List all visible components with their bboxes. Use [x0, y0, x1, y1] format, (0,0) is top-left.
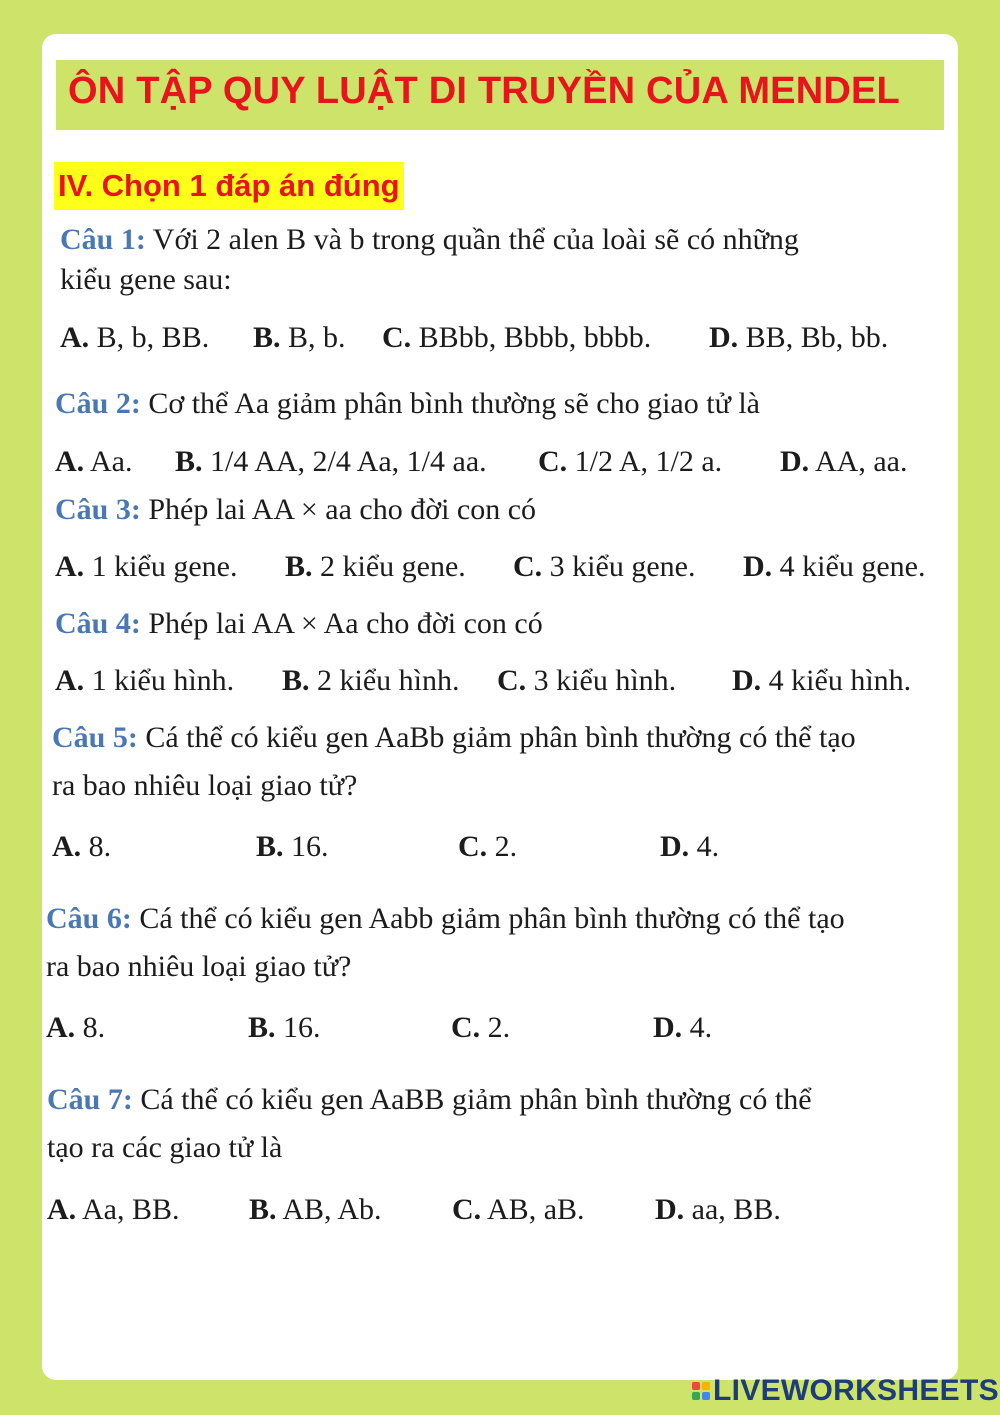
question-1 — [60, 222, 799, 258]
option-c[interactable]: C. 2. — [451, 1011, 511, 1044]
page-title: ÔN TẬP QUY LUẬT DI TRUYỀN CỦA MENDEL — [68, 70, 900, 112]
logo-icon — [692, 1382, 710, 1400]
option-a[interactable]: A. Aa, BB. — [47, 1193, 180, 1226]
question-5 — [52, 720, 856, 756]
question-label: Câu 7: — [47, 1083, 133, 1116]
option-c[interactable]: C. 1/2 A, 1/2 a. — [538, 445, 723, 478]
question-text: Cá thể có kiểu gen AaBb giảm phân bình thường có thể tạo — [137, 721, 856, 754]
option-b[interactable]: B. 2 kiểu gene. — [285, 550, 466, 583]
option-a[interactable]: A. 8. — [52, 830, 112, 863]
option-c[interactable]: C. AB, aB. — [452, 1193, 585, 1226]
question-label: Câu 6: — [46, 902, 132, 935]
question-text: Cá thể có kiểu gen AaBB giảm phân bình thường có thể — [132, 1083, 812, 1116]
option-d[interactable]: D. 4. — [660, 830, 720, 863]
option-c[interactable]: C. 3 kiểu hình. — [497, 664, 677, 697]
option-d[interactable]: D. aa, BB. — [655, 1193, 781, 1226]
brand-name: LIVEWORKSHEETS — [713, 1374, 999, 1407]
option-b[interactable]: B. AB, Ab. — [249, 1193, 382, 1226]
question-label: Câu 4: — [55, 607, 141, 640]
question-6-cont: ra bao nhiêu loại giao tử? — [46, 950, 352, 983]
question-label: Câu 1: — [60, 223, 146, 256]
section-heading: IV. Chọn 1 đáp án đúng — [54, 162, 404, 210]
option-d[interactable]: D. 4 kiểu gene. — [743, 550, 926, 583]
question-1-cont: kiểu gene sau: — [60, 263, 232, 296]
question-label: Câu 5: — [52, 721, 138, 754]
question-text: Phép lai AA × aa cho đời con có — [140, 493, 537, 526]
question-7-cont: tạo ra các giao tử là — [47, 1131, 283, 1164]
question-6 — [46, 901, 845, 937]
option-c[interactable]: C. 3 kiểu gene. — [513, 550, 696, 583]
option-b[interactable]: B. 16. — [256, 830, 329, 863]
question-text: Cá thể có kiểu gen Aabb giảm phân bình thường có thể tạo — [131, 902, 845, 935]
question-label: Câu 3: — [55, 493, 141, 526]
question-3 — [55, 492, 536, 528]
option-c[interactable]: C. BBbb, Bbbb, bbbb. — [382, 321, 652, 354]
question-2 — [55, 386, 760, 422]
option-d[interactable]: D. BB, Bb, bb. — [709, 321, 889, 354]
option-d[interactable]: D. 4 kiểu hình. — [732, 664, 912, 697]
option-a[interactable]: A. 8. — [46, 1011, 106, 1044]
question-text: Với 2 alen B và b trong quần thể của loài sẽ có những — [145, 223, 799, 256]
question-label: Câu 2: — [55, 387, 141, 420]
option-a[interactable]: A. 1 kiểu hình. — [55, 664, 235, 697]
question-7 — [47, 1082, 812, 1118]
option-a[interactable]: A. B, b, BB. — [60, 321, 210, 354]
question-5-cont: ra bao nhiêu loại giao tử? — [52, 769, 358, 802]
option-b[interactable]: B. 16. — [248, 1011, 321, 1044]
option-a[interactable]: A. Aa. — [55, 445, 133, 478]
question-4 — [55, 606, 543, 642]
option-d[interactable]: D. AA, aa. — [780, 445, 908, 478]
option-d[interactable]: D. 4. — [653, 1011, 713, 1044]
option-b[interactable]: B. 1/4 AA, 2/4 Aa, 1/4 aa. — [175, 445, 487, 478]
question-text: Cơ thể Aa giảm phân bình thường sẽ cho giao tử là — [140, 387, 760, 420]
question-text: Phép lai AA × Aa cho đời con có — [140, 607, 543, 640]
option-b[interactable]: B. B, b. — [253, 321, 346, 354]
option-a[interactable]: A. 1 kiểu gene. — [55, 550, 238, 583]
liveworksheets-logo[interactable] — [692, 1374, 999, 1408]
option-c[interactable]: C. 2. — [458, 830, 518, 863]
option-b[interactable]: B. 2 kiểu hình. — [282, 664, 460, 697]
